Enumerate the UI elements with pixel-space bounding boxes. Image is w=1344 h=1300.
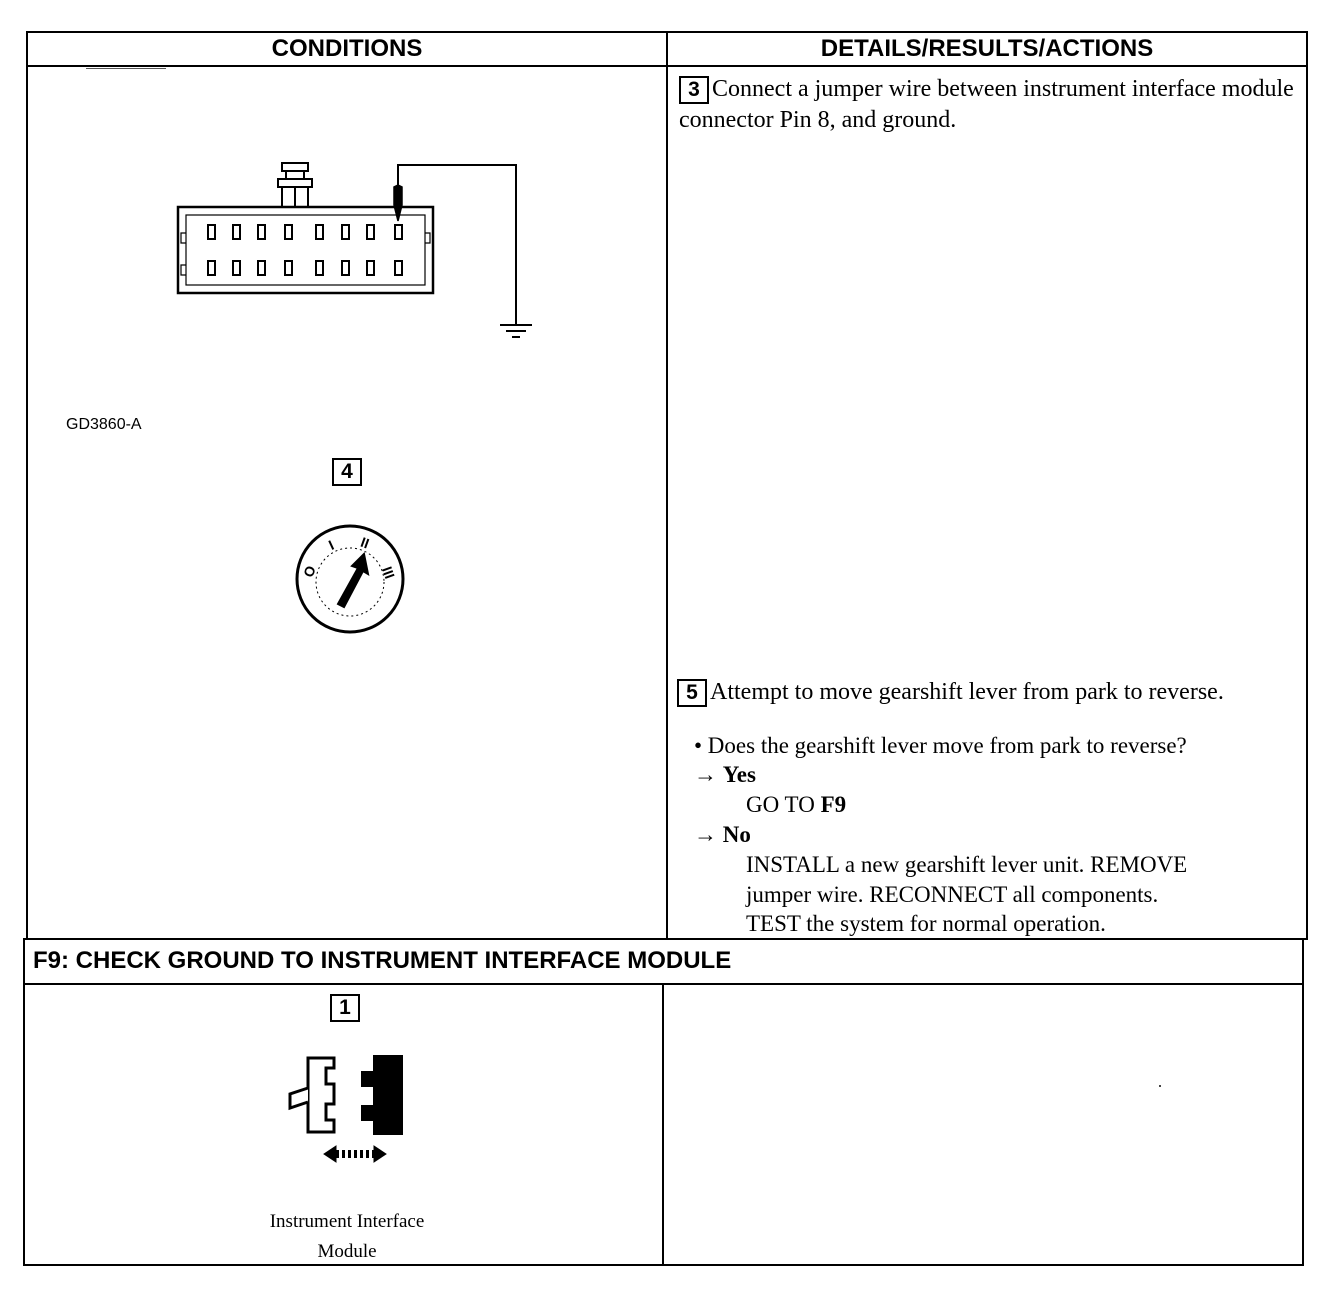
ground-symbol — [500, 325, 532, 337]
key-position-off: O — [300, 563, 319, 580]
connector-body — [178, 207, 433, 293]
yes-arrow: → — [694, 762, 717, 787]
connector-half-white — [290, 1058, 334, 1132]
step-3-instruction — [679, 74, 1301, 136]
step-3-number: 3 — [679, 76, 709, 104]
scan-speck — [1159, 1085, 1161, 1087]
connector-lock-tab — [278, 163, 312, 207]
jumper-probe — [394, 165, 402, 221]
table-bottom-border — [23, 1264, 1304, 1266]
scan-mark — [86, 68, 166, 69]
step-5-instruction — [677, 677, 1304, 708]
no-branch — [694, 820, 751, 850]
yes-action-target: F9 — [820, 792, 847, 817]
f9-section-title: F9: CHECK GROUND TO INSTRUMENT INTERFACE MODULE — [33, 947, 732, 974]
table-center-divider — [666, 31, 668, 939]
step-5-number: 5 — [677, 679, 707, 707]
f9-title-divider — [23, 983, 1304, 985]
no-action-line-2: jumper wire. RECONNECT all components. — [746, 882, 1159, 907]
table-left-border — [26, 31, 28, 939]
header-details: DETAILS/RESULTS/ACTIONS — [820, 35, 1154, 62]
yes-action-prefix: GO TO — [746, 792, 821, 817]
no-action-line-3: TEST the system for normal operation. — [746, 911, 1106, 936]
f9-step-1-number: 1 — [330, 994, 360, 1022]
no-action-line-1: INSTALL a new gearshift lever unit. REMOVE — [746, 852, 1188, 877]
key-position-acc: I — [325, 536, 337, 553]
key-position-run: II — [358, 533, 372, 552]
f9-top-border — [23, 938, 1308, 940]
table-center-divider-lower — [662, 983, 664, 1266]
key-position-start: III — [379, 564, 399, 581]
connector-jumper-diagram — [170, 155, 550, 345]
step-5-question: • Does the gearshift lever move from park to reverse? — [694, 733, 1187, 758]
header-conditions: CONDITIONS — [271, 35, 423, 62]
table-left-border-lower — [23, 938, 25, 1266]
table-right-border-lower — [1302, 938, 1304, 1266]
module-caption-line-1: Instrument Interface — [269, 1211, 425, 1232]
figure-code: GD3860-A — [66, 416, 142, 433]
disconnect-connector-diagram — [282, 1052, 414, 1168]
ignition-switch-diagram — [292, 522, 408, 636]
step-5-text: Attempt to move gearshift lever from park to reverse. — [710, 679, 1224, 705]
table-right-border — [1306, 31, 1308, 939]
no-arrow: → — [694, 822, 717, 847]
connector-half-black — [362, 1056, 402, 1134]
yes-label: Yes — [722, 762, 756, 787]
yes-branch — [694, 760, 756, 790]
yes-action — [746, 790, 846, 820]
no-label: No — [722, 822, 751, 847]
step-3-text: Connect a jumper wire between instrument interface module connector Pin 8, and ground. — [679, 76, 1294, 133]
disconnect-arrow-icon — [324, 1146, 386, 1162]
step-4-number: 4 — [332, 458, 362, 486]
module-caption-line-2: Module — [317, 1241, 377, 1262]
